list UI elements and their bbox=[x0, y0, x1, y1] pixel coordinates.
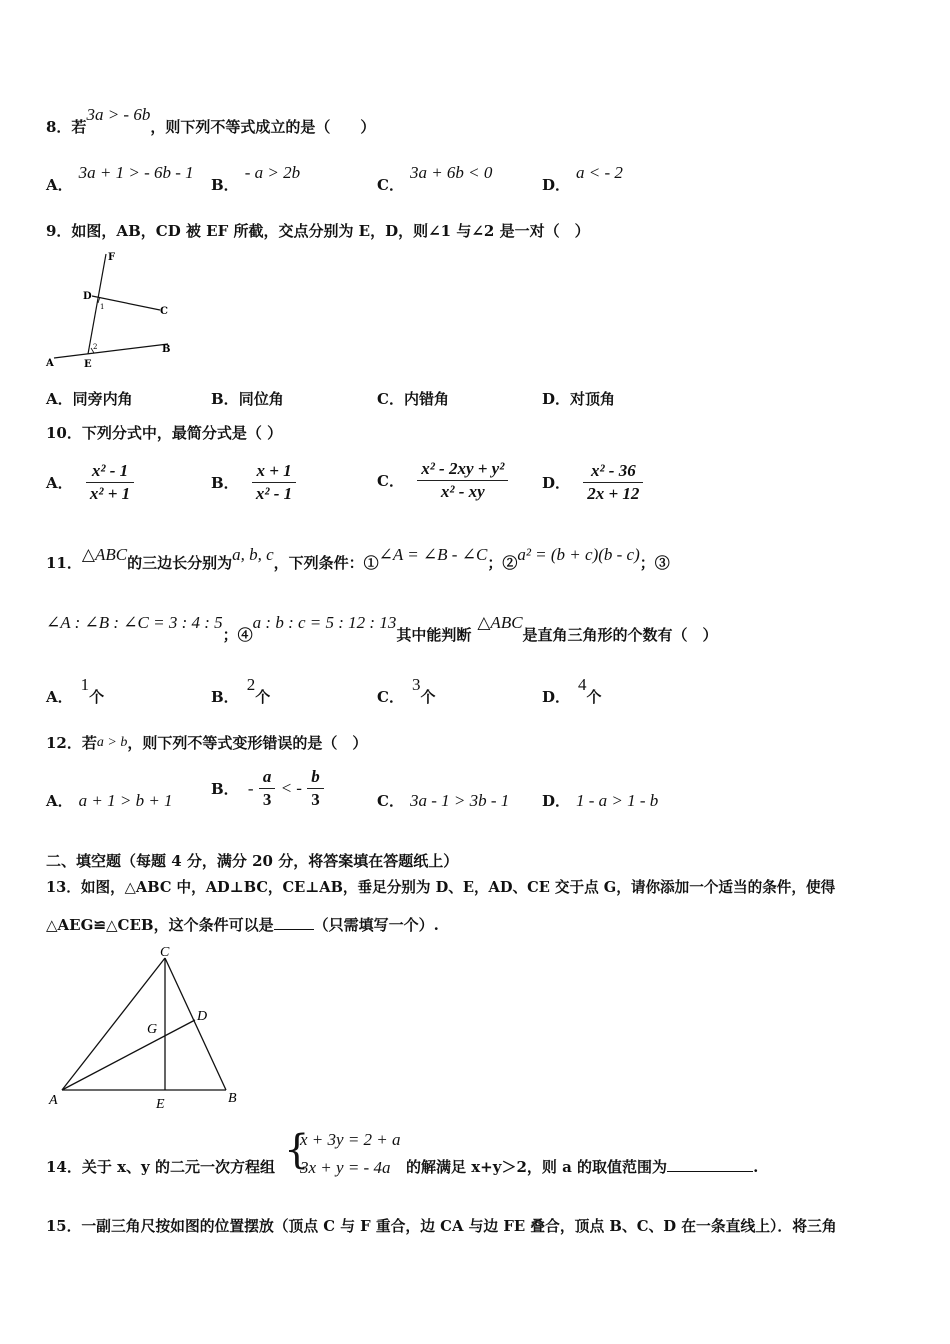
q15-stem: 15．一副三角尺按如图的位置摆放（顶点 C 与 F 重合，边 CA 与边 FE 叠合，顶点 B、C、D 在一条直线上）．将三角 bbox=[46, 1218, 837, 1235]
q8-option-c[interactable]: C．3a + 6b < 0 bbox=[377, 163, 493, 194]
q11-option-a[interactable]: A．1个 bbox=[46, 675, 105, 706]
q12-option-d[interactable]: D． 1 - a > 1 - b bbox=[542, 791, 659, 810]
q9-label-c: C bbox=[160, 306, 168, 317]
q9-option-c[interactable]: C．内错角 bbox=[377, 390, 449, 408]
q9-figure bbox=[42, 248, 182, 372]
q11-option-d[interactable]: D．4个 bbox=[542, 675, 602, 706]
q8-option-b[interactable]: B．- a > 2b bbox=[211, 163, 301, 194]
q13-label-a: A bbox=[49, 1093, 58, 1108]
q8-condition: 3a > - 6b bbox=[86, 105, 151, 124]
q13-figure bbox=[44, 942, 254, 1114]
q8-stem: 8．若3a > - 6b，则下列不等式成立的是（ ） bbox=[46, 105, 376, 136]
q9-label-a: A bbox=[46, 358, 54, 369]
q9-option-a[interactable]: A．同旁内角 bbox=[46, 390, 133, 408]
q13-line1: 13．如图，△ABC 中，AD⊥BC，CE⊥AB，垂足分别为 D、E，AD、CE 交于点 G，请你添加一个适当的条件，使得 bbox=[46, 879, 836, 896]
q9-option-d[interactable]: D．对顶角 bbox=[542, 390, 616, 408]
q13-line2: △AEG≌△CEB，这个条件可以是 （只需填写一个）. bbox=[46, 916, 439, 934]
q14-prefix: 14．关于 x、y 的二元一次方程组 bbox=[46, 1158, 275, 1176]
q13-label-b: B bbox=[228, 1091, 237, 1106]
q8-option-d[interactable]: D．a < - 2 bbox=[542, 163, 623, 194]
q12-option-c[interactable]: C． 3a - 1 > 3b - 1 bbox=[377, 791, 510, 810]
q9-label-d: D bbox=[83, 291, 92, 302]
q13-label-g: G bbox=[147, 1022, 158, 1037]
q13-label-d: D bbox=[197, 1009, 208, 1024]
q8-option-a[interactable]: A．3a + 1 > - 6b - 1 bbox=[46, 163, 194, 194]
q14-answer-blank[interactable] bbox=[667, 1171, 753, 1172]
q13-label-c: C bbox=[160, 945, 170, 960]
q10-option-b[interactable]: B． $\frac{x + 1}{\text{x² - 1}}$ bbox=[211, 460, 296, 505]
q9-label-angle1: 1 bbox=[100, 303, 105, 311]
q11-line2: ∠A : ∠B : ∠C = 3 : 4 : 5；④a : b : c = 5 : 12 : 13其中能判断△ABC是直角三角形的个数有（ ） bbox=[46, 613, 718, 644]
q10-option-a[interactable]: A． $\frac{\text{x² - 1}}{\text{x² + 1}}$ bbox=[46, 460, 134, 505]
q9-label-f: F bbox=[108, 252, 116, 263]
q9-option-b[interactable]: B．同位角 bbox=[211, 390, 284, 408]
section-2-title: 二、填空题（每题 4 分，满分 20 分，将答案填在答题纸上） bbox=[46, 852, 459, 870]
q9-label-angle2: 2 bbox=[93, 343, 98, 351]
q11-option-b[interactable]: B．2个 bbox=[211, 675, 271, 706]
q12-option-a[interactable]: A． a + 1 > b + 1 bbox=[46, 791, 173, 810]
q12-stem: 12．若a > b，则下列不等式变形错误的是（ ） bbox=[46, 734, 368, 752]
q10-option-d[interactable]: D． $\frac{\text{x² - 36}}{2x + 12}$ bbox=[542, 460, 643, 505]
q12-option-b[interactable]: B． - $\frac{a}{3}$ < - $\frac{b}{3}$ bbox=[211, 766, 324, 811]
q11-option-c[interactable]: C．3个 bbox=[377, 675, 436, 706]
q9-label-b: B bbox=[162, 344, 171, 355]
q13-label-e: E bbox=[156, 1097, 165, 1112]
q10-option-c[interactable]: C． $\frac{\text{x² - 2xy + y²}}{\text{x² - xy}}$ bbox=[377, 458, 508, 503]
q14-equation-2: 3x + y = - 4a bbox=[300, 1158, 391, 1177]
q10-stem: 10．下列分式中，最简分式是（ ） bbox=[46, 424, 283, 442]
q14-equation-1: x + 3y = 2 + a bbox=[300, 1130, 401, 1149]
q9-stem: 9．如图，AB，CD 被 EF 所截，交点分别为 E，D，则∠1 与∠2 是一对（ ） bbox=[46, 222, 590, 240]
q11-line1: 11．△ABC的三边长分别为a, b, c，下列条件：①∠A = ∠B - ∠C；②a² = (b + c)(b - c)；③ bbox=[46, 545, 670, 572]
q9-label-e: E bbox=[84, 359, 92, 370]
q14-suffix: 的解满足 x+y＞2，则 a 的取值范围为 . bbox=[406, 1158, 759, 1176]
q13-answer-blank[interactable] bbox=[274, 929, 314, 930]
